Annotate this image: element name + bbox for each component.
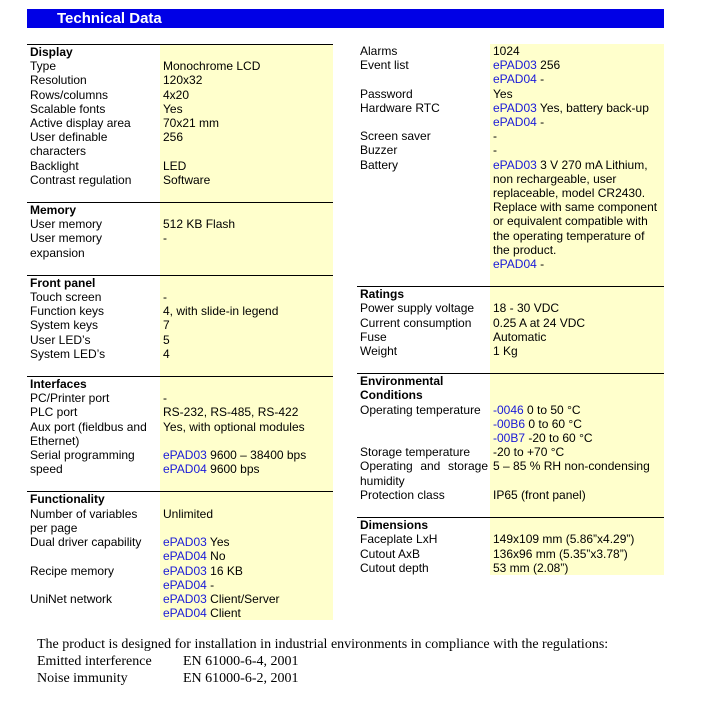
dimensions-section	[357, 517, 664, 575]
spec-value: 70x21 mm	[160, 116, 333, 130]
regulation-row	[37, 653, 608, 670]
model-name: ePAD03	[493, 100, 537, 115]
spec-label: Storage temperature	[360, 445, 471, 460]
regulation-row	[37, 670, 608, 687]
model-name: ePAD04	[493, 72, 537, 87]
spec-value: 1024	[490, 44, 664, 58]
model-name: ePAD03	[163, 448, 207, 463]
compliance-intro: The product is designed for installation in industrial environments in compliance with the regulations:	[37, 637, 609, 652]
regulation-name: Noise immunity	[37, 671, 128, 686]
model-name: ePAD04	[163, 577, 207, 592]
model-name: ePAD03	[493, 157, 537, 172]
display-header: Display	[30, 45, 73, 59]
spec-value: 18 - 30 VDC	[490, 301, 664, 315]
spec-value: -	[160, 231, 333, 259]
spec-value: ePAD03 Client/Server ePAD04 Client	[160, 592, 333, 620]
spec-label: Operating temperature	[360, 402, 481, 417]
ratings-header: Ratings	[360, 287, 405, 302]
spec-value: 136x96 mm (5.35”x3.78”)	[490, 547, 664, 561]
spec-label: Power supply voltage	[360, 301, 475, 316]
spec-label: User memory	[30, 217, 103, 232]
spec-label: Function keys	[30, 304, 105, 319]
spec-label: Backlight	[30, 158, 79, 173]
spec-label: System keys	[30, 318, 99, 333]
spec-value: 512 KB Flash	[160, 217, 333, 231]
spec-label: Protection class	[360, 487, 445, 502]
spec-label: Fuse	[360, 329, 387, 344]
regulation-standard: EN 61000-6-4, 2001	[183, 654, 299, 669]
spec-label: Dual driver capability	[30, 535, 142, 550]
spec-value: 256	[160, 130, 333, 158]
spec-value: IP65 (front panel)	[490, 488, 664, 502]
spec-label: Serial programming speed	[30, 448, 135, 477]
spec-label: Faceplate LxH	[360, 532, 438, 547]
ratings-section	[357, 286, 664, 373]
spec-label: Cutout depth	[360, 560, 429, 575]
model-name: ePAD04	[163, 462, 207, 477]
spec-value: 5 – 85 % RH non-condensing	[490, 459, 664, 487]
spec-label: Password	[360, 86, 413, 101]
spec-label: PLC port	[30, 405, 78, 420]
spec-label: Alarms	[360, 44, 398, 58]
spec-value: -	[160, 391, 333, 405]
spec-label: Scalable fonts	[30, 101, 106, 116]
spec-label: System LED’s	[30, 346, 106, 361]
interfaces-header: Interfaces	[30, 377, 87, 392]
compliance-note	[37, 636, 608, 687]
spec-value: 53 mm (2.08”)	[490, 561, 664, 575]
spec-label: Battery	[360, 157, 399, 172]
spec-value: Software	[160, 173, 333, 187]
spec-label: Active display area	[30, 116, 131, 131]
functionality-section	[27, 491, 333, 620]
spec-label: User memory expansion	[30, 231, 103, 260]
spec-label: PC/Printer port	[30, 391, 110, 406]
spec-value: -0046 0 to 50 °C -00B6 0 to 60 °C -00B7 -20 to 60 °C	[490, 403, 664, 446]
spec-label: Weight	[360, 344, 398, 359]
front-panel-section	[27, 275, 333, 376]
spec-value: 1 Kg	[490, 344, 664, 358]
spec-value: Yes	[160, 102, 333, 116]
spec-label: UniNet network	[30, 591, 113, 606]
spec-value: ePAD03 3 V 270 mA Lithium, non rechargeable, user replaceable, model CR2430. Replace with same component or equivalent compatible with the operating temperature of the product. ePAD04 -	[490, 158, 664, 272]
model-name: ePAD03	[163, 563, 207, 578]
model-name: ePAD04	[493, 115, 537, 130]
spec-value: LED	[160, 159, 333, 173]
spec-value: -	[160, 290, 333, 304]
spec-value: -	[490, 143, 664, 157]
memory-section	[27, 202, 333, 275]
spec-label: Screen saver	[360, 129, 431, 144]
display-section	[27, 44, 333, 202]
spec-value: 4, with slide-in legend	[160, 304, 333, 318]
spec-value: Unlimited	[160, 507, 333, 535]
spec-label: Cutout AxB	[360, 546, 421, 561]
spec-label: Rows/columns	[30, 87, 109, 102]
spec-value: Yes	[490, 87, 664, 101]
spec-value: 0.25 A at 24 VDC	[490, 316, 664, 330]
spec-label: Contrast regulation	[30, 172, 132, 187]
spec-label: User LED’s	[30, 332, 91, 347]
spec-label: User definable characters	[30, 130, 108, 159]
spec-label: Event list	[360, 58, 409, 73]
model-name: ePAD03	[493, 58, 537, 73]
spec-value: Automatic	[490, 330, 664, 344]
spec-value: 5	[160, 333, 333, 347]
front-panel-header: Front panel	[30, 275, 96, 290]
spec-value: ePAD03 256 ePAD04 -	[490, 58, 664, 86]
functionality-header: Functionality	[30, 492, 105, 507]
spec-value: 7	[160, 318, 333, 332]
spec-value: 4	[160, 347, 333, 361]
page-title: Technical Data	[57, 10, 162, 27]
left-column	[27, 44, 333, 620]
spec-value: 120x32	[160, 73, 333, 87]
model-suffix: -00B6	[493, 416, 526, 431]
spec-value: RS-232, RS-485, RS-422	[160, 405, 333, 419]
environmental-section	[357, 373, 664, 517]
memory-header: Memory	[30, 203, 77, 218]
spec-value: ePAD03 16 KB ePAD04 -	[160, 564, 333, 592]
spec-label: Resolution	[30, 73, 87, 88]
spec-label: Operating and storage humidity	[360, 459, 488, 488]
model-suffix: -00B7	[493, 431, 526, 446]
model-name: ePAD03	[163, 535, 207, 550]
regulation-standard: EN 61000-6-2, 2001	[183, 671, 299, 686]
spec-value: -20 to +70 °C	[490, 445, 664, 459]
dimensions-header: Dimensions	[360, 518, 429, 533]
spec-value: ePAD03 Yes, battery back-up ePAD04 -	[490, 101, 664, 129]
model-suffix: -0046	[493, 402, 524, 417]
spec-label: Touch screen	[30, 290, 102, 305]
misc-section	[357, 44, 664, 286]
spec-label: Aux port (fieldbus and Ethernet)	[30, 419, 147, 448]
spec-label: Recipe memory	[30, 563, 115, 578]
model-name: ePAD03	[163, 591, 207, 606]
title-bar	[27, 9, 664, 28]
spec-label: Number of variables per page	[30, 506, 138, 535]
spec-value: ePAD03 9600 – 38400 bps ePAD04 9600 bps	[160, 448, 333, 476]
regulation-name: Emitted interference	[37, 654, 152, 669]
spec-label: Buzzer	[360, 143, 398, 158]
right-column	[357, 44, 664, 575]
spec-value: 4x20	[160, 88, 333, 102]
spec-label: Type	[30, 59, 57, 74]
spec-value: Yes, with optional modules	[160, 420, 333, 448]
spec-label: Hardware RTC	[360, 100, 440, 115]
environmental-header: Environmental Conditions	[360, 374, 444, 403]
spec-value: Monochrome LCD	[160, 59, 333, 73]
model-name: ePAD04	[163, 549, 207, 564]
interfaces-section	[27, 376, 333, 491]
model-name: ePAD04	[493, 257, 537, 272]
model-name: ePAD04	[163, 606, 207, 621]
spec-value: -	[490, 129, 664, 143]
spec-label: Current consumption	[360, 315, 472, 330]
spec-value: ePAD03 Yes ePAD04 No	[160, 535, 333, 563]
spec-value: 149x109 mm (5.86”x4.29”)	[490, 532, 664, 546]
